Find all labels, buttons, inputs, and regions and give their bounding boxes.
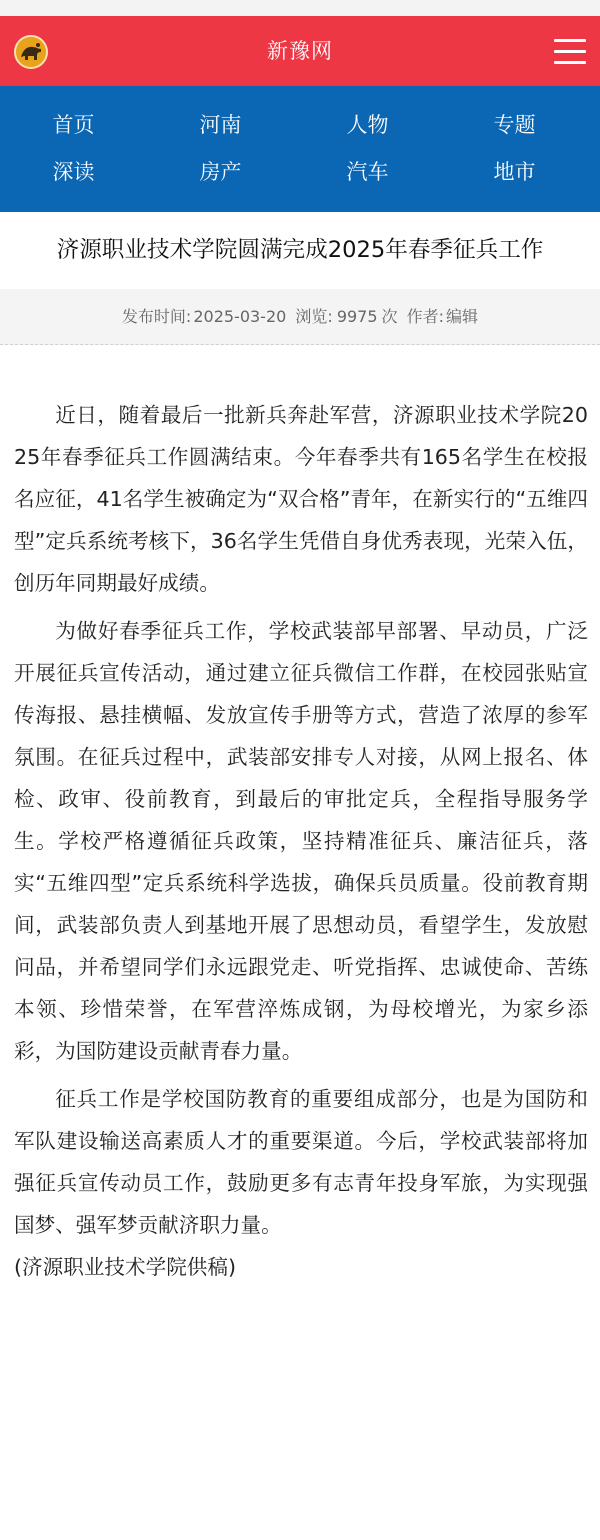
paragraph: 征兵工作是学校国防教育的重要组成部分，也是为国防和军队建设输送高素质人才的重要渠道。今后，学校武装部将加强征兵宣传动员工作，鼓励更多有志青年投身军旅，为实现强国梦、强军梦贡献济职力量。 (14, 1087, 588, 1237)
menu-bar (554, 61, 586, 64)
nav-item-auto[interactable]: 汽车 (346, 160, 389, 184)
author-label: 作者: (406, 307, 445, 326)
paragraph: 近日，随着最后一批新兵奔赴军营，济源职业技术学院2025年春季征兵工作圆满结束。今年春季共有165名学生在校报名应征，41名学生被确定为“双合格”青年，在新实行的“五维四型”定兵系统考核下，36名学生凭借自身优秀表现，光荣入伍，创历年同期最好成绩。 (14, 403, 588, 595)
nav-item-deep-read[interactable]: 深读 (52, 160, 95, 184)
menu-bar (554, 50, 586, 53)
nav-item-people[interactable]: 人物 (346, 113, 389, 137)
main-nav (0, 86, 600, 212)
nav-item-topics[interactable]: 专题 (493, 113, 536, 137)
publish-date: 2025-03-20 (193, 307, 287, 326)
status-strip (0, 0, 600, 16)
hamburger-menu-icon[interactable] (554, 37, 586, 67)
article-meta (0, 289, 600, 345)
views-count: 9975 (336, 307, 378, 326)
site-title: 新豫网 (267, 39, 333, 63)
nav-item-cities[interactable]: 地市 (493, 160, 536, 184)
views-label: 浏览: (295, 307, 333, 326)
meta-line (0, 289, 600, 345)
paragraph: 为做好春季征兵工作，学校武装部早部署、早动员，广泛开展征兵宣传活动，通过建立征兵微信工作群，在校园张贴宣传海报、悬挂横幅、发放宣传手册等方式，营造了浓厚的参军氛围。在征兵过程中，武装部安排专人对接，从网上报名、体检、政审、役前教育，到最后的审批定兵，全程指导服务学生。学校严格遵循征兵政策，坚持精准征兵、廉洁征兵，落实“五维四型”定兵系统科学选拔，确保兵员质量。役前教育期间，武装部负责人到基地开展了思想动员，看望学生，发放慰问品，并希望同学们永远跟党走、听党指挥、忠诚使命、苦练本领、珍惜荣誉，在军营淬炼成钢，为母校增光，为家乡添彩，为国防建设贡献青春力量。 (14, 619, 588, 1063)
nav-item-henan[interactable]: 河南 (199, 113, 242, 137)
views-unit: 次 (381, 307, 398, 326)
menu-bar (554, 39, 586, 42)
nav-item-home[interactable]: 首页 (52, 113, 95, 137)
nav-item-real-estate[interactable]: 房产 (199, 160, 242, 184)
article-source: (济源职业技术学院供稿) (14, 1255, 237, 1279)
publish-label: 发布时间: (121, 307, 192, 326)
author-name: 编辑 (446, 307, 479, 326)
site-header (0, 16, 600, 86)
article-body (14, 394, 588, 1288)
article-title: 济源职业技术学院圆满完成2025年春季征兵工作 (56, 237, 544, 263)
